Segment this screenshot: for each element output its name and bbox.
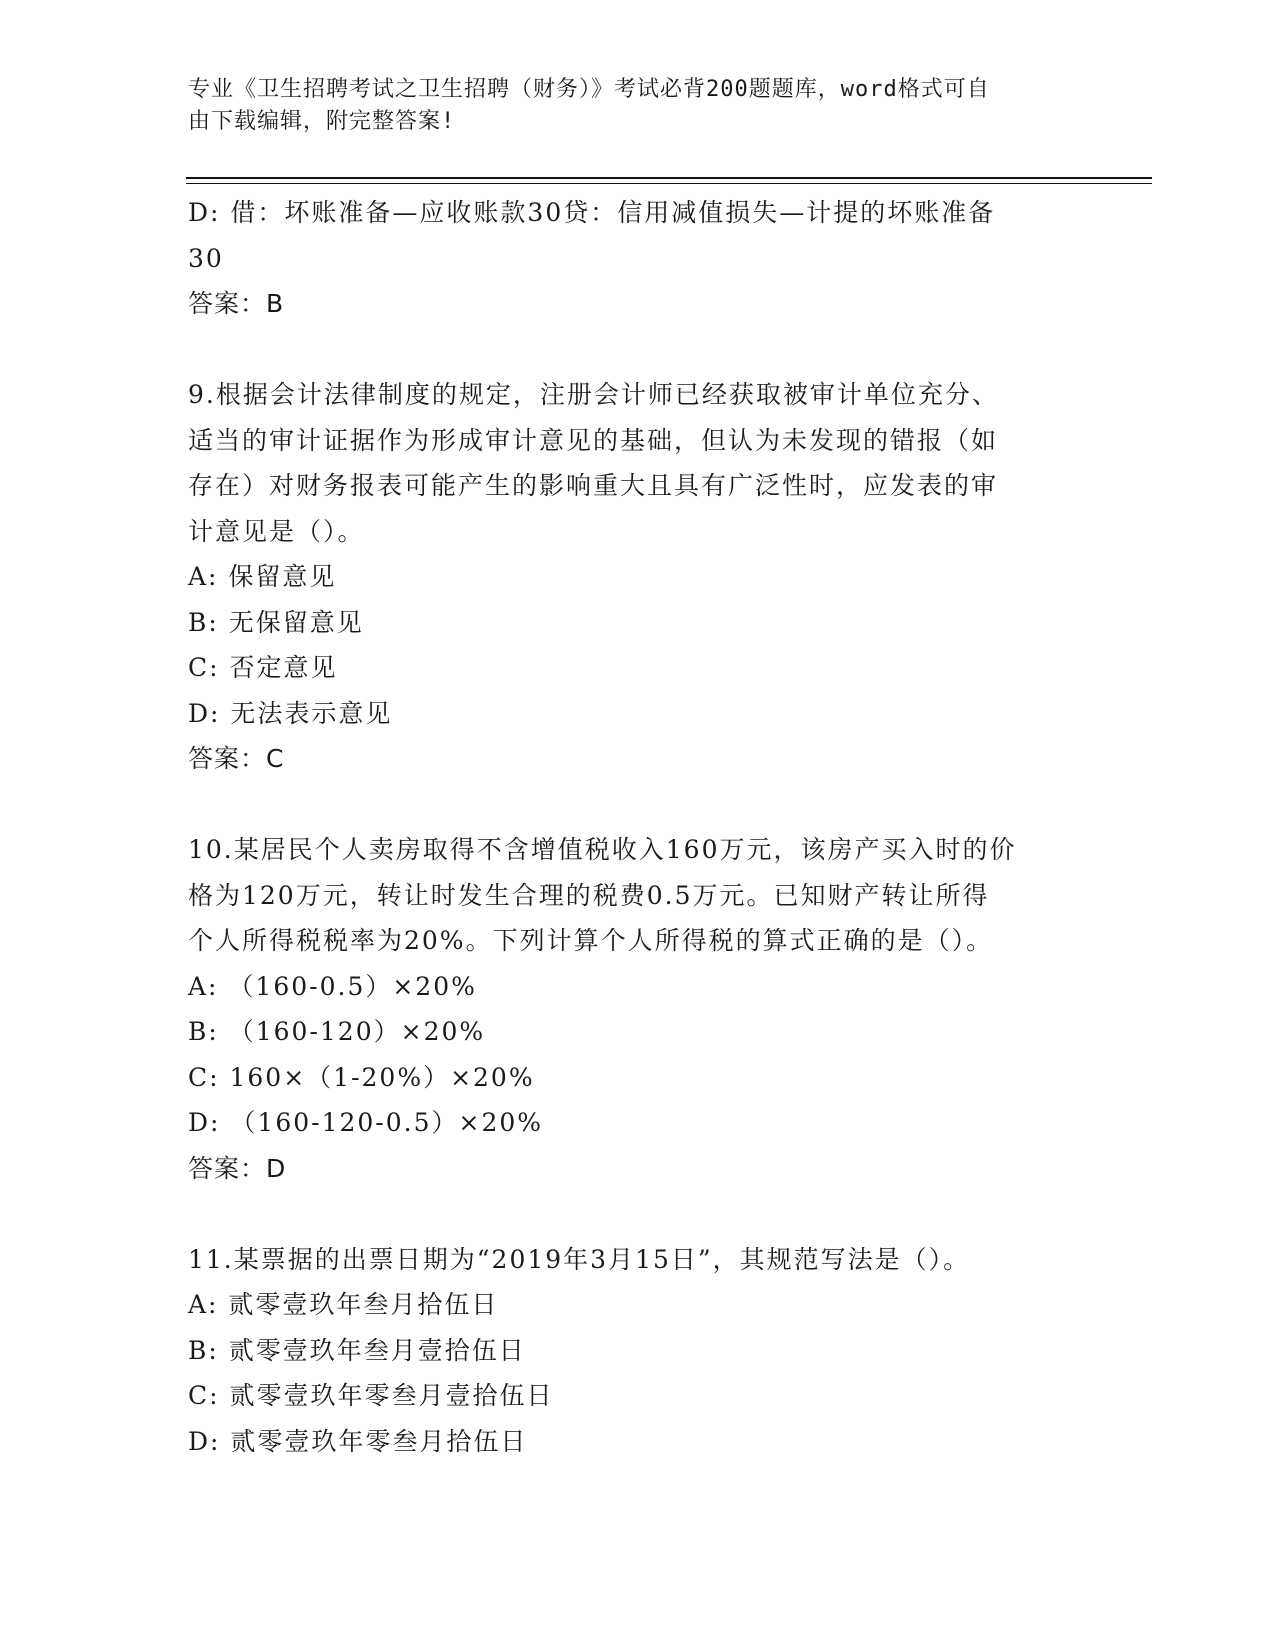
option-d: D: 贰零壹玖年零叁月拾伍日 — [188, 1426, 528, 1456]
question-stem-line: 11.某票据的出票日期为“2019年3月15日”，其规范写法是（）。 — [188, 1244, 971, 1274]
question-stem-line: 10.某居民个人卖房取得不含增值税收入160万元，该房产买入时的价 — [188, 835, 1017, 864]
option-a: A: （160-0.5）×20% — [188, 971, 477, 1001]
question-9 — [188, 372, 1088, 782]
answer-label: 答案：D — [188, 1153, 287, 1183]
question-stem-line: 格为120万元，转让时发生合理的税费0.5万元。已知财产转让所得 — [188, 880, 990, 910]
option-c: C: 贰零壹玖年零叁月壹拾伍日 — [188, 1381, 554, 1410]
question-stem-line: 存在）对财务报表可能产生的影响重大且具有广泛性时，应发表的审 — [188, 471, 999, 500]
document-header — [188, 74, 1068, 138]
question-11 — [188, 1237, 1088, 1465]
header-line-2: 由下载编辑，附完整答案! — [188, 109, 456, 134]
question-stem-line: 个人所得税税率为20%。下列计算个人所得税的算式正确的是（）。 — [188, 926, 994, 955]
option-c: C: 160×（1-20%）×20% — [188, 1062, 535, 1092]
question-stem-line: 计意见是（）。 — [188, 516, 365, 546]
question-spacer — [188, 1191, 1088, 1237]
option-b: B: （160-120）×20% — [188, 1017, 486, 1046]
answer-label: 答案：C — [188, 744, 285, 773]
header-line-1: 专业《卫生招聘考试之卫生招聘（财务）》考试必背200题题库，word格式可自 — [188, 77, 990, 102]
question-spacer — [188, 327, 1088, 373]
header-divider-thin — [186, 183, 1152, 184]
option-b: B: 贰零壹玖年叁月壹拾伍日 — [188, 1335, 526, 1365]
question-10 — [188, 827, 1088, 1191]
option-d: D: （160-120-0.5）×20% — [188, 1108, 544, 1137]
option-b: B: 无保留意见 — [188, 607, 364, 637]
option-a: A: 贰零壹玖年叁月拾伍日 — [188, 1290, 499, 1319]
question-stem-line: 9.根据会计法律制度的规定，注册会计师已经获取被审计单位充分、 — [188, 380, 999, 409]
option-d: D: 借：坏账准备—应收账款30贷：信用减值损失—计提的坏账准备 — [188, 198, 996, 227]
question-8-tail — [188, 190, 1088, 327]
answer-label: 答案：B — [188, 289, 285, 318]
option-d-continuation: 30 — [188, 243, 224, 273]
option-c: C: 否定意见 — [188, 653, 338, 682]
header-divider-thick — [186, 177, 1152, 179]
option-d: D: 无法表示意见 — [188, 698, 393, 728]
document-body — [188, 190, 1088, 1464]
question-spacer — [188, 782, 1088, 828]
option-a: A: 保留意见 — [188, 562, 337, 591]
question-stem-line: 适当的审计证据作为形成审计意见的基础，但认为未发现的错报（如 — [188, 425, 999, 455]
